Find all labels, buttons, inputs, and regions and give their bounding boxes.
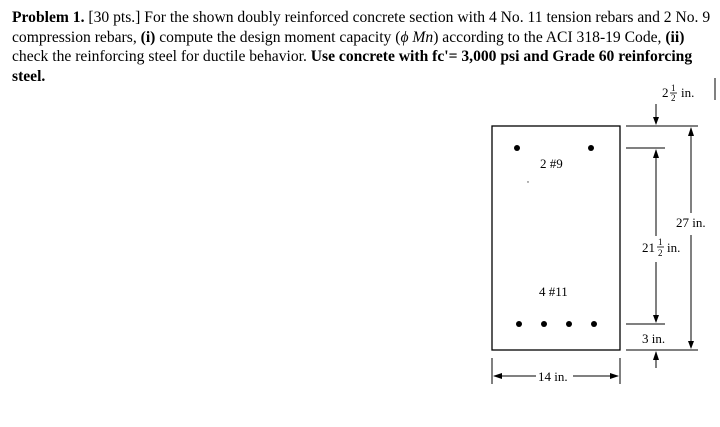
compression-rebar xyxy=(588,145,594,151)
phi-mn-symbol: ϕ Mn xyxy=(400,28,434,46)
width-arrow-right xyxy=(610,373,619,379)
bottom-cover-arrowhead xyxy=(653,351,659,360)
effective-depth-unit: in. xyxy=(667,240,681,255)
tension-rebar-label: 4 #11 xyxy=(539,284,568,299)
total-depth-arrow-down xyxy=(688,341,694,349)
compression-rebar xyxy=(514,145,520,151)
compression-rebar-label: 2 #9 xyxy=(540,156,563,171)
effective-depth-arrow-down xyxy=(653,315,659,323)
total-depth-label: 27 in. xyxy=(676,215,706,230)
tension-rebar xyxy=(591,321,597,327)
top-cover-whole: 2 xyxy=(662,85,669,100)
effective-depth-num: 1 xyxy=(658,237,663,247)
top-cover-num: 1 xyxy=(671,83,676,93)
width-arrow-left xyxy=(493,373,502,379)
total-depth-arrow-up xyxy=(688,127,694,136)
speck xyxy=(527,181,528,182)
width-label: 14 in. xyxy=(538,369,568,384)
problem-text-4: check the reinforcing steel for ductile behavior. xyxy=(12,48,307,65)
problem-label: Problem 1. xyxy=(12,9,85,26)
effective-depth-whole: 21 xyxy=(642,240,655,255)
effective-depth-den: 2 xyxy=(658,248,663,258)
top-cover-arrowhead xyxy=(653,117,659,125)
problem-points: [30 pts.] xyxy=(88,9,141,26)
top-cover-unit: in. xyxy=(681,85,695,100)
problem-text-3: ) according to the ACI 318-19 Code, xyxy=(433,28,662,46)
problem-text-2: compute the design moment capacity ( xyxy=(159,28,401,46)
effective-depth-arrow-up xyxy=(653,149,659,158)
part-1-label: (i) xyxy=(140,28,156,46)
bottom-cover-label: 3 in. xyxy=(642,331,666,346)
material-spec: Use concrete with fc'= 3,000 psi and Grade 60 reinforcing steel. xyxy=(12,48,693,85)
tension-rebar xyxy=(516,321,522,327)
top-cover-den: 2 xyxy=(671,93,676,103)
tension-rebar xyxy=(566,321,572,327)
tension-rebar xyxy=(541,321,547,327)
part-2-label: (ii) xyxy=(665,28,685,46)
problem-text-1: For the shown doubly reinforced concrete section with 4 No. 11 tension rebars and 2 No. 9 compression rebars, xyxy=(12,9,711,46)
